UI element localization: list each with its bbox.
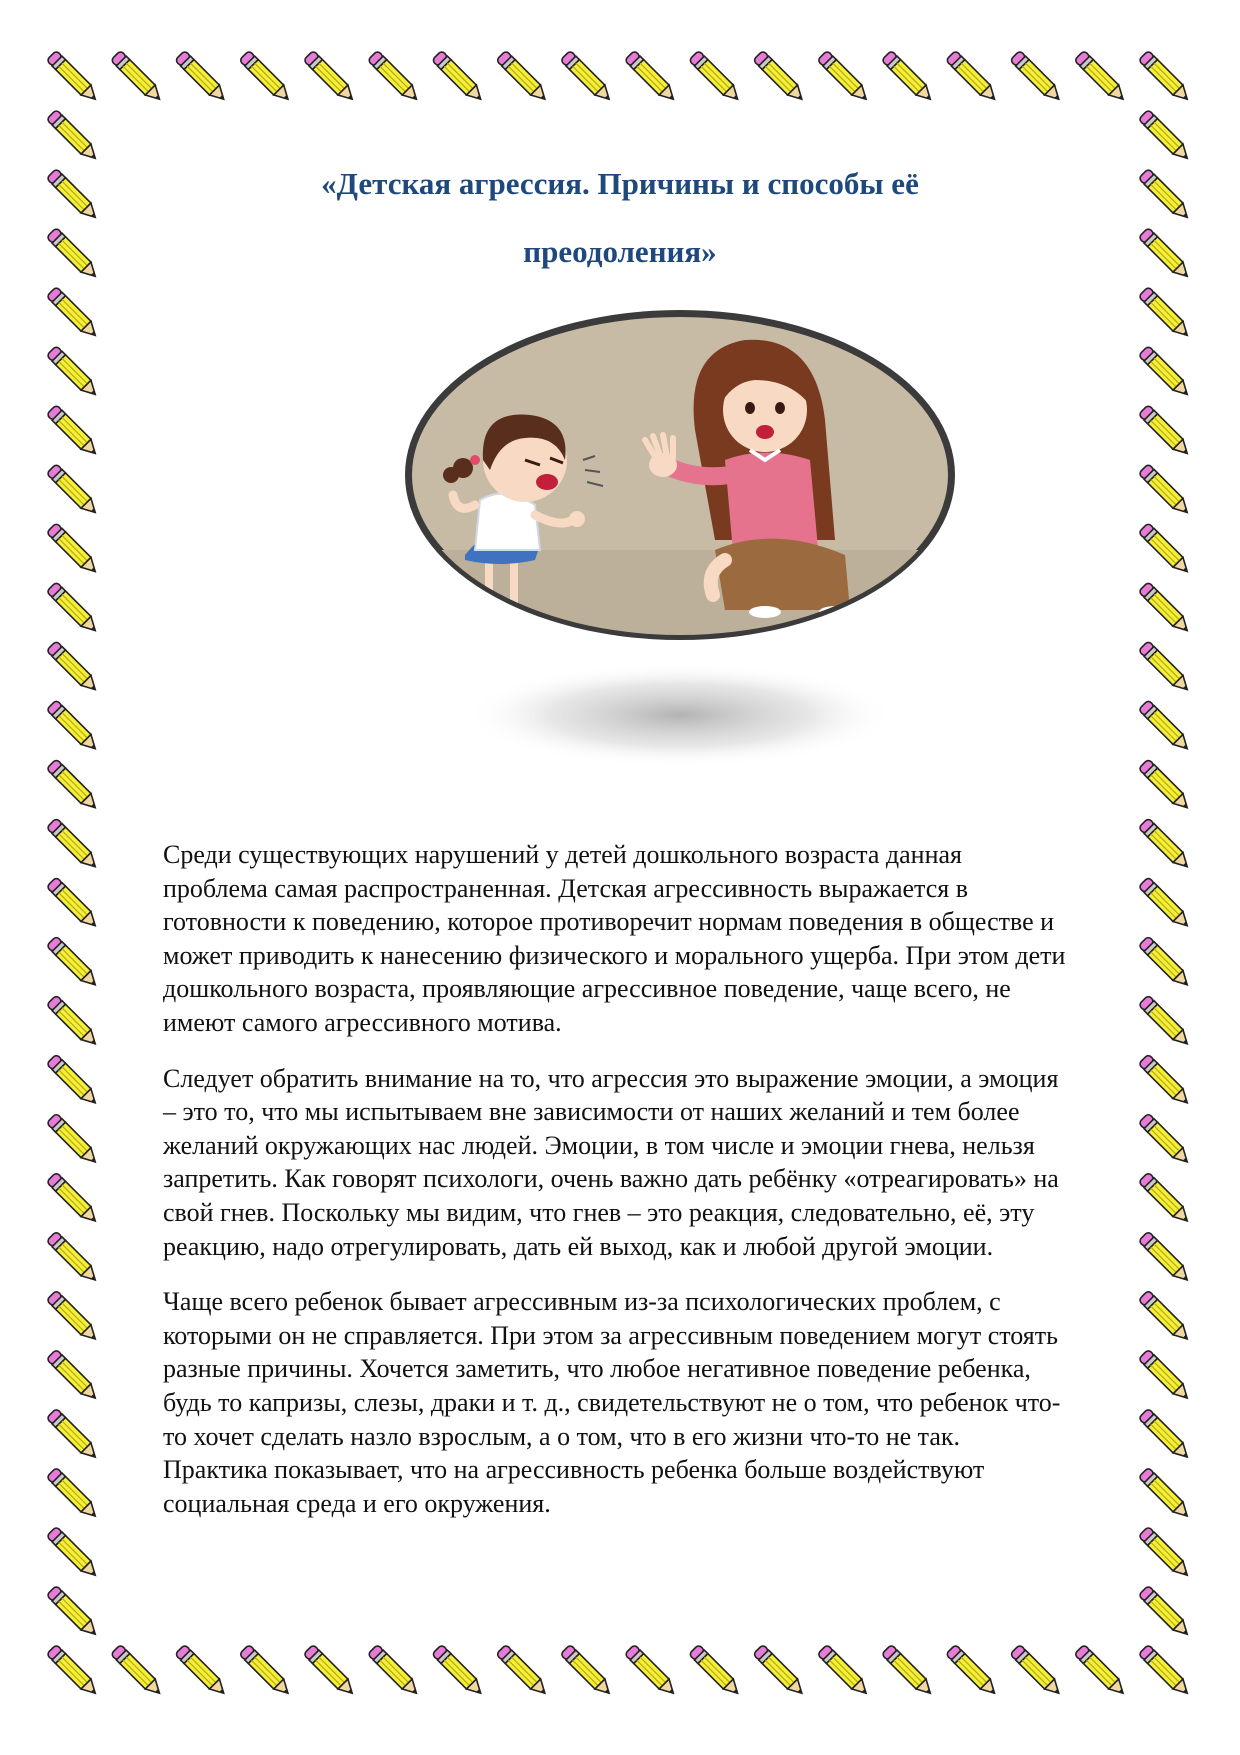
pencil-icon	[817, 50, 871, 104]
pencil-icon	[881, 1644, 935, 1698]
pencil-icon	[625, 1644, 679, 1698]
paragraph	[163, 838, 1173, 1040]
pencil-icon	[1138, 1585, 1192, 1639]
pencil-icon	[46, 168, 100, 222]
pencil-icon	[432, 1644, 486, 1698]
pencil-icon	[46, 1585, 100, 1639]
pencil-icon	[303, 50, 357, 104]
pencil-icon	[689, 50, 743, 104]
pencil-icon	[1074, 1644, 1128, 1698]
pencil-icon	[753, 1644, 807, 1698]
pencil-icon	[1010, 50, 1064, 104]
pencil-icon	[1138, 287, 1192, 341]
pencil-icon	[46, 228, 100, 282]
pencil-icon	[1138, 405, 1192, 459]
text-line: желаний окружающих нас людей. Эмоции, в том числе и эмоции гнева, нельзя	[163, 1130, 1035, 1160]
pencil-icon	[46, 936, 100, 990]
pencil-icon	[46, 1526, 100, 1580]
pencil-icon	[1138, 700, 1192, 754]
text-line: то хочет сделать назло взрослым, а о том, что в его жизни что-то не так.	[163, 1421, 961, 1451]
text-line: дошкольного возраста, проявляющие агрессивное поведение, чаще всего, не	[163, 974, 1011, 1004]
pencil-icon	[625, 50, 679, 104]
pencil-icon	[946, 1644, 1000, 1698]
pencil-icon	[46, 582, 100, 636]
pencil-icon	[496, 50, 550, 104]
text-line: будь то капризы, слезы, драки и т. д., свидетельствуют не о том, что ребенок что-	[163, 1387, 1061, 1417]
pencil-icon	[303, 1644, 357, 1698]
pencil-icon	[46, 641, 100, 695]
pencil-icon	[239, 1644, 293, 1698]
pencil-icon	[175, 1644, 229, 1698]
pencil-icon	[111, 1644, 165, 1698]
pencil-icon	[46, 109, 100, 163]
pencil-icon	[46, 759, 100, 813]
pencil-icon	[1138, 346, 1192, 400]
pencil-icon	[46, 1113, 100, 1167]
pencil-icon	[1138, 759, 1192, 813]
pencil-icon	[496, 1644, 550, 1698]
pencil-icon	[1138, 228, 1192, 282]
pencil-icon	[1138, 168, 1192, 222]
pencil-icon	[817, 1644, 871, 1698]
text-line: Следует обратить внимание на то, что агрессия это выражение эмоции, а эмоция	[163, 1063, 1059, 1093]
pencil-icon	[560, 1644, 614, 1698]
pencil-icon	[46, 1172, 100, 1226]
pencil-icon	[46, 1231, 100, 1285]
pencil-icon	[46, 1290, 100, 1344]
pencil-icon	[46, 818, 100, 872]
text-line: может приводить к нанесению физического и морального ущерба. При этом дети	[163, 940, 1066, 970]
paragraph	[163, 1285, 1173, 1520]
text-line: Среди существующих нарушений у детей дошкольного возраста данная	[163, 840, 962, 869]
text-line: социальная среда и его окружения.	[163, 1488, 551, 1518]
text-line: реакцию, надо отрегулировать, дать ей выход, как и любой другой эмоции.	[163, 1231, 994, 1261]
pencil-icon	[46, 1467, 100, 1521]
pencil-icon	[1138, 1644, 1192, 1698]
pencil-icon	[46, 287, 100, 341]
pencil-icon	[46, 50, 100, 104]
pencil-icon	[881, 50, 935, 104]
text-line: имеют самого агрессивного мотива.	[163, 1007, 562, 1037]
pencil-icon	[46, 1054, 100, 1108]
text-line: Практика показывает, что на агрессивность ребенка больше воздействуют	[163, 1455, 985, 1485]
pencil-icon	[432, 50, 486, 104]
pencil-icon	[46, 1349, 100, 1403]
text-line: которыми он не справляется. При этом за агрессивным поведением могут стоять	[163, 1320, 1058, 1350]
pencil-icon	[239, 50, 293, 104]
document-title	[200, 150, 1040, 286]
pencil-icon	[1138, 464, 1192, 518]
body-text	[163, 838, 1173, 1542]
pencil-icon	[46, 877, 100, 931]
title-line: преодоления»	[523, 234, 717, 269]
pencil-icon	[689, 1644, 743, 1698]
pencil-icon	[46, 405, 100, 459]
pencil-icon	[368, 1644, 422, 1698]
pencil-icon	[1138, 582, 1192, 636]
pencil-icon	[46, 1644, 100, 1698]
text-line: запретить. Как говорят психологи, очень важно дать ребёнку «отреагировать» на	[163, 1164, 1059, 1194]
pencil-icon	[46, 1408, 100, 1462]
pencil-icon	[46, 995, 100, 1049]
text-line: – это то, что мы испытываем вне зависимости от наших желаний и тем более	[163, 1097, 1020, 1127]
text-line: проблема самая распространенная. Детская агрессивность выражается в	[163, 873, 968, 903]
pencil-icon	[111, 50, 165, 104]
pencil-icon	[46, 346, 100, 400]
shadow	[465, 663, 895, 767]
text-line: разные причины. Хочется заметить, что любое негативное поведение ребенка,	[163, 1354, 1031, 1384]
pencil-icon	[946, 50, 1000, 104]
pencil-icon	[1138, 50, 1192, 104]
paragraph	[163, 1062, 1173, 1264]
pencil-icon	[46, 464, 100, 518]
text-line: свой гнев. Поскольку мы видим, что гнев – это реакция, следовательно, её, эту	[163, 1197, 1035, 1227]
pencil-icon	[1074, 50, 1128, 104]
pencil-icon	[175, 50, 229, 104]
pencil-icon	[368, 50, 422, 104]
pencil-icon	[46, 700, 100, 754]
pencil-icon	[1010, 1644, 1064, 1698]
title-line: «Детская агрессия. Причины и способы её	[321, 166, 919, 201]
text-line: Чаще всего ребенок бывает агрессивным из-за психологических проблем, с	[163, 1287, 1001, 1317]
pencil-icon	[1138, 109, 1192, 163]
pencil-icon	[753, 50, 807, 104]
scolding-child-and-mother-icon	[395, 310, 965, 770]
pencil-icon	[1138, 523, 1192, 577]
pencil-icon	[46, 523, 100, 577]
pencil-icon	[1138, 641, 1192, 695]
pencil-icon	[560, 50, 614, 104]
text-line: готовности к поведению, которое противоречит нормам поведения в обществе и	[163, 907, 1055, 937]
